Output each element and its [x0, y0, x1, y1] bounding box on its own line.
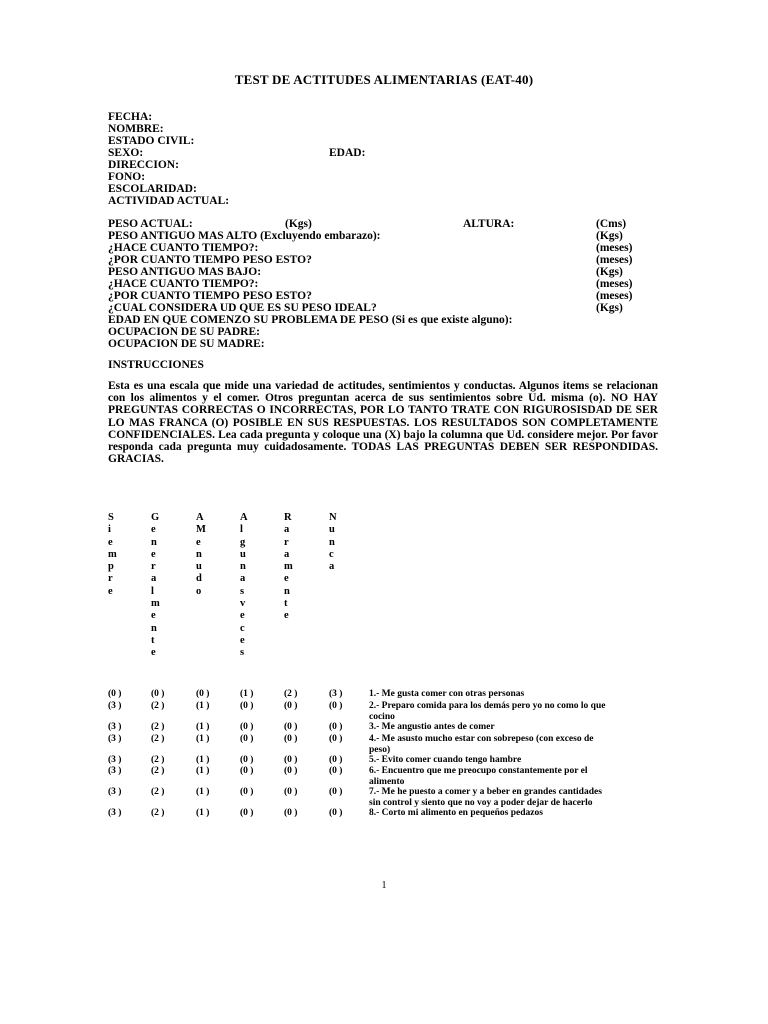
column-header-letter: c	[329, 548, 334, 560]
answer-option[interactable]: (2 )	[151, 701, 165, 711]
column-header	[329, 512, 343, 573]
answer-option[interactable]: (1 )	[196, 787, 210, 797]
column-header-letter: A	[240, 512, 248, 523]
answer-option[interactable]: (0 )	[284, 808, 298, 818]
hace-tiempo-2-label: ¿HACE CUANTO TIEMPO?:	[108, 278, 259, 290]
actividad-label: ACTIVIDAD ACTUAL:	[108, 195, 230, 207]
column-header-letter: m	[284, 561, 293, 573]
question-text: 5.- Evito comer cuando tengo hambre	[369, 755, 522, 765]
edad-problema-label: EDAD EN QUE COMENZO SU PROBLEMA DE PESO (Si es que existe alguno):	[108, 314, 513, 326]
column-header	[284, 512, 298, 623]
direccion-label: DIRECCION:	[108, 159, 179, 171]
answer-option[interactable]: (0 )	[240, 701, 254, 711]
answer-option[interactable]: (2 )	[151, 734, 165, 744]
column-header	[240, 512, 254, 660]
peso-ideal-unit: (Kgs)	[596, 302, 623, 314]
answer-option[interactable]: (0 )	[284, 734, 298, 744]
answer-option[interactable]: (1 )	[196, 755, 210, 765]
column-header-letter: A	[196, 512, 204, 523]
question-text: 7.- Me he puesto a comer y a beber en grandes cantidades sin control y siento que no voy a poder dejar de hacerlo	[369, 787, 602, 808]
answer-option[interactable]: (3 )	[108, 766, 122, 776]
peso-ideal-label: ¿CUAL CONSIDERA UD QUE ES SU PESO IDEAL?	[108, 302, 377, 314]
hace-tiempo-2-unit: (meses)	[596, 278, 633, 290]
question-text: 2.- Preparo comida para los demás pero yo no como lo que cocino	[369, 701, 606, 722]
answer-option[interactable]: (0 )	[108, 689, 122, 699]
column-header-letter: a	[284, 548, 290, 560]
answer-option[interactable]: (2 )	[151, 766, 165, 776]
column-header-letter: G	[151, 512, 160, 523]
sexo-label: SEXO:	[108, 147, 144, 159]
question-text: 1.- Me gusta comer con otras personas	[369, 689, 525, 699]
answer-option[interactable]: (0 )	[240, 734, 254, 744]
column-header-letter: l	[240, 524, 243, 536]
column-header-letter: l	[151, 585, 154, 597]
answer-option[interactable]: (2 )	[151, 808, 165, 818]
fecha-label: FECHA:	[108, 111, 153, 123]
ocupacion-madre-label: OCUPACION DE SU MADRE:	[108, 338, 265, 350]
answer-option[interactable]: (0 )	[329, 755, 343, 765]
answer-option[interactable]: (0 )	[240, 755, 254, 765]
column-header-letter: e	[240, 634, 245, 646]
answer-option[interactable]: (3 )	[108, 808, 122, 818]
peso-alto-label: PESO ANTIGUO MAS ALTO (Excluyendo embarazo):	[108, 230, 381, 242]
column-header-letter: N	[329, 512, 337, 523]
answer-option[interactable]: (2 )	[151, 722, 165, 732]
peso-actual-label: PESO ACTUAL:	[108, 218, 193, 230]
column-header-letter: n	[284, 585, 290, 597]
column-header-letter: n	[329, 536, 335, 548]
column-header	[151, 512, 165, 660]
question-text: 6.- Encuentro que me preocupo constantemente por el alimento	[369, 766, 588, 787]
peso-alto-unit: (Kgs)	[596, 230, 623, 242]
column-header-letter: e	[240, 610, 245, 622]
answer-option[interactable]: (0 )	[329, 766, 343, 776]
column-header-letter: e	[151, 647, 156, 659]
answer-option[interactable]: (0 )	[329, 734, 343, 744]
answer-option[interactable]: (2 )	[151, 755, 165, 765]
column-header-letter: r	[151, 561, 156, 573]
answer-option[interactable]: (3 )	[108, 701, 122, 711]
column-header-letter: e	[284, 573, 289, 585]
answer-option[interactable]: (1 )	[240, 689, 254, 699]
column-header-letter: u	[329, 524, 335, 536]
column-header-letter: c	[240, 622, 245, 634]
instructions-paragraph: Esta es una escala que mide una variedad de actitudes, sentimientos y conductas. Algunos items se relacionan con los alimentos y el comer. Otros preguntan acerca de sus sentimientos sobre Ud. misma (o). NO HAY PREGUNTAS CORRECTAS O INCORRECTAS, POR LO TANTO TRATE CON RIGUROSISDAD DE SER LO MAS FRANCA (O) POSIBLE EN SUS RESPUESTAS. LOS RESULTADOS SON COMPLETAMENTE CONFIDENCIALES. Lea cada pregunta y coloque una (X) bajo la columna que Ud. considere mejor. Por favor responda cada pregunta muy cuidadosamente. TODAS LAS PREGUNTAS DEBEN SER RESPONDIDAS. GRACIAS.	[108, 380, 658, 466]
por-tiempo-2-unit: (meses)	[596, 290, 633, 302]
answer-option[interactable]: (1 )	[196, 734, 210, 744]
page-number: 1	[381, 880, 387, 891]
column-header-letter: e	[151, 548, 156, 560]
question-text: 3.- Me angustio antes de comer	[369, 722, 495, 732]
column-header-letter: a	[240, 573, 246, 585]
answer-option[interactable]: (0 )	[284, 766, 298, 776]
answer-option[interactable]: (3 )	[108, 722, 122, 732]
column-header-letter: t	[284, 598, 288, 610]
column-header	[196, 512, 210, 598]
column-header-letter: M	[196, 524, 206, 536]
answer-option[interactable]: (0 )	[329, 787, 343, 797]
column-header-letter: r	[284, 536, 289, 548]
column-header-letter: n	[240, 561, 246, 573]
column-header-letter: u	[196, 561, 202, 573]
instructions-heading: INSTRUCCIONES	[108, 359, 204, 371]
peso-bajo-unit: (Kgs)	[596, 266, 623, 278]
answer-option[interactable]: (2 )	[151, 787, 165, 797]
column-header-letter: d	[196, 573, 202, 585]
column-header-letter: e	[196, 536, 201, 548]
answer-option[interactable]: (3 )	[329, 689, 343, 699]
column-header-letter: o	[196, 585, 202, 597]
column-header-letter: m	[151, 598, 160, 610]
column-header-letter: g	[240, 536, 246, 548]
column-header-letter: a	[284, 524, 290, 536]
answer-option[interactable]: (0 )	[284, 787, 298, 797]
nombre-label: NOMBRE:	[108, 123, 164, 135]
column-header-letter: R	[284, 512, 292, 523]
column-header-letter: n	[151, 536, 157, 548]
ocupacion-padre-label: OCUPACION DE SU PADRE:	[108, 326, 260, 338]
column-header-letter: e	[108, 585, 113, 597]
answer-option[interactable]: (0 )	[329, 722, 343, 732]
column-header-letter: e	[108, 536, 113, 548]
column-header-letter: p	[108, 561, 114, 573]
column-header-letter: s	[240, 647, 245, 659]
por-tiempo-1-unit: (meses)	[596, 254, 633, 266]
column-header-letter: v	[240, 598, 246, 610]
peso-bajo-label: PESO ANTIGUO MAS BAJO:	[108, 266, 262, 278]
answer-option[interactable]: (3 )	[108, 755, 122, 765]
answer-option[interactable]: (3 )	[108, 734, 122, 744]
answer-option[interactable]: (2 )	[284, 689, 298, 699]
escolaridad-label: ESCOLARIDAD:	[108, 183, 197, 195]
column-header-letter: e	[151, 524, 156, 536]
column-header-letter: a	[151, 573, 157, 585]
column-header-letter: e	[284, 610, 289, 622]
answer-option[interactable]: (0 )	[284, 755, 298, 765]
answer-option[interactable]: (3 )	[108, 787, 122, 797]
column-header-letter: r	[108, 573, 113, 585]
por-tiempo-2-label: ¿POR CUANTO TIEMPO PESO ESTO?	[108, 290, 312, 302]
altura-unit: (Cms)	[596, 218, 627, 230]
column-header-letter: t	[151, 634, 155, 646]
answer-option[interactable]: (1 )	[196, 701, 210, 711]
answer-option[interactable]: (0 )	[329, 808, 343, 818]
column-header-letter: n	[151, 622, 157, 634]
answer-option[interactable]: (0 )	[284, 722, 298, 732]
column-header-letter: s	[240, 585, 245, 597]
column-header-letter: e	[151, 610, 156, 622]
document-title: TEST DE ACTITUDES ALIMENTARIAS (EAT-40)	[234, 72, 534, 87]
hace-tiempo-1-label: ¿HACE CUANTO TIEMPO?:	[108, 242, 259, 254]
question-text: 8.- Corto mi alimento en pequeños pedazos	[369, 808, 543, 818]
hace-tiempo-1-unit: (meses)	[596, 242, 633, 254]
answer-option[interactable]: (0 )	[240, 787, 254, 797]
column-header	[108, 512, 122, 598]
column-header-letter: i	[108, 524, 111, 536]
column-header-letter: n	[196, 548, 202, 560]
answer-option[interactable]: (0 )	[240, 766, 254, 776]
column-header-letter: S	[108, 512, 114, 523]
por-tiempo-1-label: ¿POR CUANTO TIEMPO PESO ESTO?	[108, 254, 312, 266]
answer-option[interactable]: (0 )	[240, 722, 254, 732]
edad-label: EDAD:	[329, 147, 366, 159]
answer-option[interactable]: (0 )	[196, 689, 210, 699]
question-text: 4.- Me asusto mucho estar con sobrepeso (con exceso de peso)	[369, 734, 594, 755]
peso-actual-unit: (Kgs)	[285, 218, 312, 230]
altura-label: ALTURA:	[463, 218, 515, 230]
answer-option[interactable]: (0 )	[240, 808, 254, 818]
answer-option[interactable]: (1 )	[196, 808, 210, 818]
answer-option[interactable]: (0 )	[284, 701, 298, 711]
answer-option[interactable]: (0 )	[329, 701, 343, 711]
answer-option[interactable]: (0 )	[151, 689, 165, 699]
column-header-letter: a	[329, 561, 335, 573]
column-header-letter: m	[108, 548, 117, 560]
fono-label: FONO:	[108, 171, 146, 183]
answer-option[interactable]: (1 )	[196, 766, 210, 776]
answer-option[interactable]: (1 )	[196, 722, 210, 732]
estado-civil-label: ESTADO CIVIL:	[108, 135, 195, 147]
column-header-letter: u	[240, 548, 246, 560]
